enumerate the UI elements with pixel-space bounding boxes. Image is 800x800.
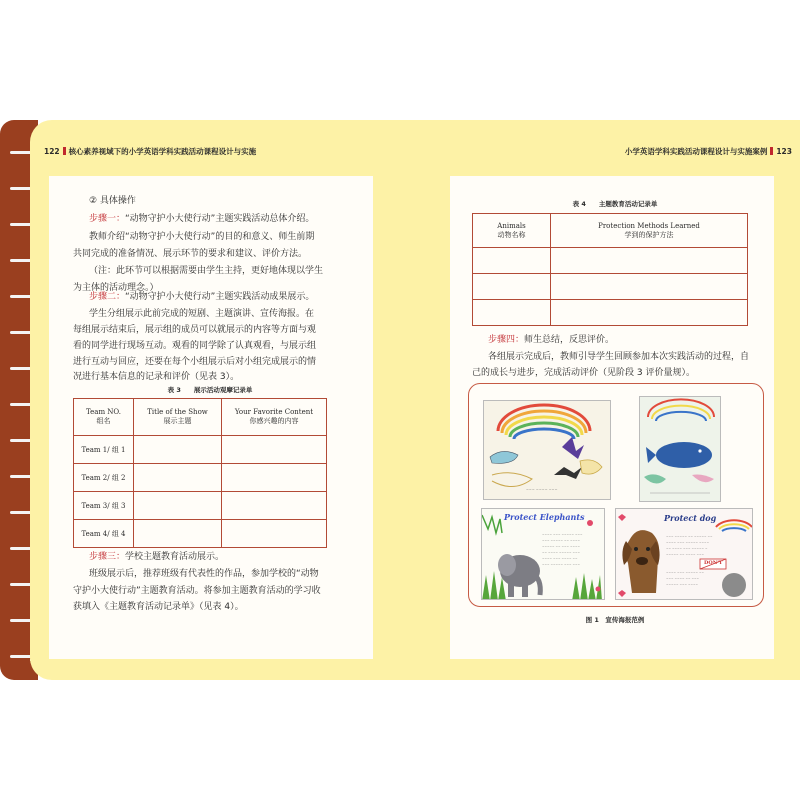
step1-line (89, 211, 314, 229)
note-line1: （注：此环节可以根据需要由学生主持，更好地体现以学生 (89, 266, 324, 276)
table4-caption: 表 4 主题教育活动记录单 (572, 200, 658, 208)
table3-empty-cell (134, 464, 222, 492)
table3-team-cell: Team 2/ 组 2 (74, 464, 134, 492)
table3-header-row (74, 399, 327, 436)
svg-text:~~ ~~~~ ~~~ ~~~~~ ~: ~~ ~~~~ ~~~ ~~~~~ ~ (666, 546, 708, 550)
table3-empty-cell (134, 436, 222, 464)
table4-header-methods: Protection Methods Learned 学到的保护方法 (551, 214, 748, 248)
svg-text:~~~ ~~~~ ~~~: ~~~ ~~~~ ~~~ (526, 488, 558, 492)
step3-label: 步骤三： (89, 552, 126, 562)
para2-line3: 看的同学进行现场互动。观看的同学除了认真观看，与展示组 (73, 341, 317, 351)
table3 (73, 398, 327, 548)
svg-text:~~~~ ~~~ ~~~~~ ~~~~: ~~~~ ~~~ ~~~~~ ~~~~ (666, 540, 710, 544)
step2-text: “动物守护小大使行动”主题实践活动成果展示。 (125, 292, 315, 302)
header-marker-right (770, 147, 773, 155)
table4-empty-cell (473, 248, 551, 274)
poster-rainbow-birds (483, 400, 611, 500)
para1-line1: 教师介绍“动物守护小大使行动”的目的和意义、师生前期 (89, 232, 315, 242)
para4-line1: 各组展示完成后，教师引导学生回顾参加本次实践活动的过程，自 (488, 352, 750, 362)
poster-rainbow-birds-drawing (484, 401, 611, 500)
svg-text:~~~~~ ~~ ~~~~ ~~~: ~~~~~ ~~ ~~~~ ~~~ (666, 552, 705, 556)
elephants-poster-title: Protect Elephants (504, 512, 585, 522)
right-page-number: 123 (776, 147, 792, 156)
right-header-title: 小学英语学科实践活动课程设计与实施案例 (624, 147, 768, 156)
step2-label: 步骤二： (89, 292, 126, 302)
step3-line (89, 549, 224, 567)
step3-text: 学校主题教育活动展示。 (125, 552, 225, 562)
step4-line (488, 332, 614, 350)
table3-team-cell: Team 1/ 组 1 (74, 436, 134, 464)
figure-caption: 图 1 宣传海报范例 (585, 616, 645, 624)
para3-line1: 班级展示后，推荐班级有代表性的作品，参加学校的“动物 (89, 569, 319, 579)
para3-line3: 获填入《主题教育活动记录单》（见表 4）。 (73, 602, 244, 612)
para2-line1: 学生分组展示此前完成的短剧、主题演讲、宣传海报。在 (89, 309, 315, 319)
svg-text:~~~~~ ~~~ ~~~~: ~~~~~ ~~~ ~~~~ (666, 582, 699, 586)
para1-line2: 共同完成的准备情况、展示环节的要求和建议、评价方法。 (73, 249, 308, 259)
table3-header-favorite: Your Favorite Content 你感兴趣的内容 (222, 399, 327, 436)
table3-empty-cell (134, 492, 222, 520)
para2-line2: 每组展示结束后，展示组的成员可以就展示的内容等方面与观 (73, 325, 317, 335)
table-row (473, 274, 748, 300)
note-line2: 为主体的活动理念。） (73, 283, 159, 293)
table3-empty-cell (222, 464, 327, 492)
table-row (74, 464, 327, 492)
table-row (74, 492, 327, 520)
poster-gallery (468, 383, 764, 607)
poster-whale-drawing (640, 397, 721, 502)
para3-line2: 守护小大使行动”主题教育活动。将参加主题教育活动的学习收 (73, 586, 321, 596)
dog-poster-title: Protect dog (664, 513, 717, 523)
svg-text:~~~~ ~~~ ~~~~ ~~: ~~~~ ~~~ ~~~~ ~~ (542, 556, 578, 560)
para2-line4: 进行互动与回应，还要在每个小组展示后对小组完成展示的情 (73, 357, 317, 367)
table4-empty-cell (473, 274, 551, 300)
svg-text:~~~ ~~~~~ ~~ ~~~~~ ~~: ~~~ ~~~~~ ~~ ~~~~~ ~~ (666, 534, 713, 538)
svg-text:~~~ ~~~~~ ~~~ ~~~: ~~~ ~~~~~ ~~~ ~~~ (542, 562, 581, 566)
dog-poster-sign: DON'T (704, 560, 723, 566)
step4-text: 师生总结，反思评价。 (524, 335, 615, 345)
table4-empty-cell (551, 248, 748, 274)
table4-header-row (473, 214, 748, 248)
left-page-number: 122 (44, 147, 60, 156)
header-marker-left (63, 147, 66, 155)
table4-header-animals: Animals 动物名称 (473, 214, 551, 248)
poster-elephants (481, 508, 605, 600)
svg-text:~~~~ ~~~ ~~~~~ ~~: ~~~~ ~~~ ~~~~~ ~~ (666, 570, 705, 574)
table-row (74, 436, 327, 464)
table-row (473, 300, 748, 326)
table3-header-team: Team NO. 组名 (74, 399, 134, 436)
step1-label: 步骤一： (89, 214, 126, 224)
page-header (30, 146, 800, 160)
left-header-title: 核心素养视域下的小学英语学科实践活动课程设计与实施 (68, 147, 257, 156)
table4 (472, 213, 748, 326)
poster-elephants-drawing (482, 509, 605, 600)
table4-empty-cell (473, 300, 551, 326)
table3-empty-cell (134, 520, 222, 548)
para4-line2: 己的成长与进步，完成活动评价（见阶段 3 评价量规）。 (472, 368, 695, 378)
table4-empty-cell (551, 300, 748, 326)
table3-empty-cell (222, 492, 327, 520)
right-running-head (625, 146, 792, 157)
table-row (74, 520, 327, 548)
table3-team-cell: Team 4/ 组 4 (74, 520, 134, 548)
step4-label: 步骤四： (488, 335, 525, 345)
table3-empty-cell (222, 520, 327, 548)
para2-line5: 况进行基本信息的记录和评价（见表 3）。 (73, 372, 240, 382)
section-heading: ② 具体操作 (89, 196, 136, 206)
left-running-head (44, 146, 256, 157)
step2-line (89, 289, 314, 307)
table3-header-title: Title of the Show 展示主题 (134, 399, 222, 436)
svg-text:~~~~~ ~~ ~~~ ~~~~: ~~~~~ ~~ ~~~ ~~~~ (542, 544, 581, 548)
table-row (473, 248, 748, 274)
poster-dog (615, 508, 753, 600)
table3-empty-cell (222, 436, 327, 464)
svg-text:~~ ~~~~ ~~~~~ ~~~: ~~ ~~~~ ~~~~~ ~~~ (542, 550, 581, 554)
svg-text:~~~~ ~~~ ~~~~~ ~~~: ~~~~ ~~~ ~~~~~ ~~~ (542, 532, 583, 536)
svg-text:~~~ ~~~~ ~~ ~~~: ~~~ ~~~~ ~~ ~~~ (666, 576, 700, 580)
table3-caption: 表 3 展示活动观摩记录单 (167, 386, 253, 394)
table4-empty-cell (551, 274, 748, 300)
step1-text: “动物守护小大使行动”主题实践活动总体介绍。 (125, 214, 315, 224)
svg-text:~~~ ~~~~~ ~~ ~~~~: ~~~ ~~~~~ ~~ ~~~~ (542, 538, 581, 542)
poster-whale (639, 396, 721, 502)
table3-team-cell: Team 3/ 组 3 (74, 492, 134, 520)
